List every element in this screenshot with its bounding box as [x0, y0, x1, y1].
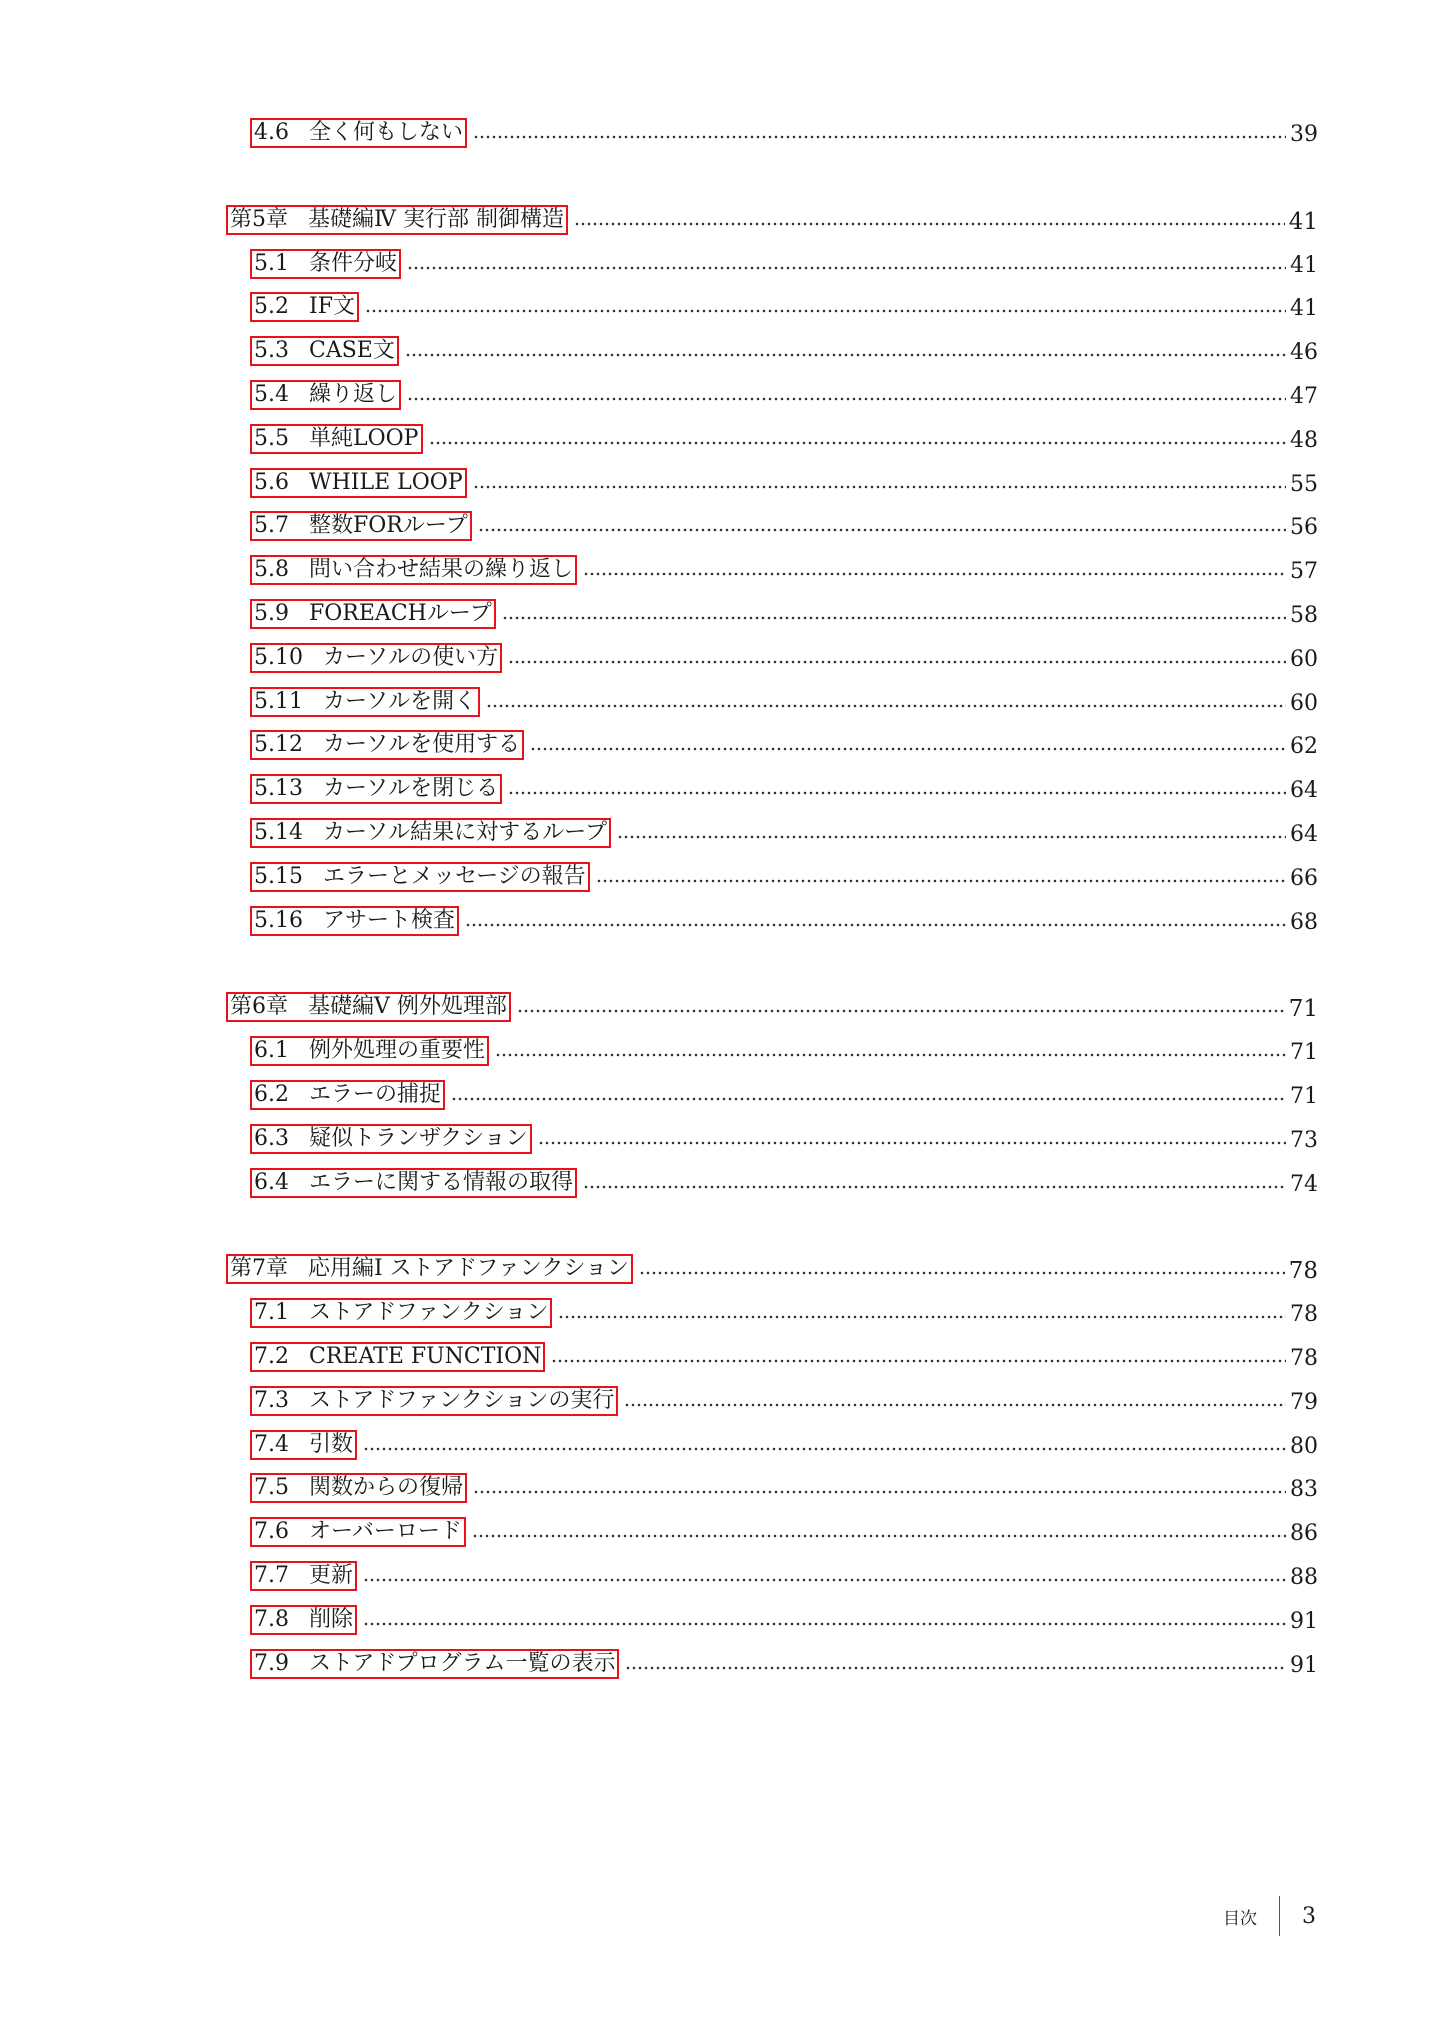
- dot-leader: [502, 615, 1286, 621]
- dot-leader: [508, 790, 1286, 796]
- toc-page-number: 79: [1290, 1389, 1318, 1415]
- toc-entry-title: CASE文: [309, 338, 395, 364]
- toc-page-number: 71: [1290, 1040, 1318, 1066]
- toc-entry-link[interactable]: [250, 380, 401, 410]
- dot-leader: [538, 1140, 1286, 1146]
- toc-entry-link[interactable]: [250, 643, 502, 673]
- toc-entry-number: 6.3: [254, 1125, 289, 1151]
- toc-entry-title: 単純LOOP: [309, 425, 419, 451]
- toc-entry-link[interactable]: [250, 774, 502, 804]
- toc-section-entry[interactable]: [226, 1555, 1318, 1591]
- toc-section-entry[interactable]: [226, 900, 1318, 936]
- dot-leader: [486, 703, 1286, 709]
- toc-entry-link[interactable]: [250, 336, 399, 366]
- toc-page-number: 86: [1290, 1521, 1318, 1547]
- dot-leader: [625, 1665, 1286, 1671]
- toc-page-number: 68: [1290, 909, 1318, 935]
- toc-entry-link[interactable]: [250, 1561, 357, 1591]
- toc-entry-title: オーバーロード: [309, 1519, 462, 1545]
- toc-entry-title: 関数からの復帰: [309, 1475, 464, 1501]
- toc-entry-number: 5.10: [254, 644, 303, 670]
- toc-entry-title: CREATE FUNCTION: [309, 1343, 542, 1369]
- toc-section-entry[interactable]: [226, 637, 1318, 673]
- toc-section-entry[interactable]: [226, 1118, 1318, 1154]
- toc-section-entry[interactable]: [226, 1162, 1318, 1198]
- dot-leader: [624, 1402, 1286, 1408]
- toc-section-entry[interactable]: [226, 1336, 1318, 1372]
- dot-leader: [596, 878, 1286, 884]
- dot-leader: [530, 746, 1286, 752]
- toc-page-number: 80: [1290, 1433, 1318, 1459]
- toc-page-number: 41: [1290, 296, 1318, 322]
- toc-entry-number: 5.15: [254, 863, 303, 889]
- dot-leader: [495, 1052, 1286, 1058]
- dot-leader: [551, 1358, 1286, 1364]
- toc-section-entry[interactable]: [226, 681, 1318, 717]
- toc-page-number: 47: [1290, 383, 1318, 409]
- toc-page-number: 60: [1290, 646, 1318, 672]
- toc-section-entry[interactable]: [226, 330, 1318, 366]
- toc-entry-number: 第6章: [230, 994, 288, 1020]
- toc-entry-number: 7.9: [254, 1650, 289, 1676]
- toc-page-number: 60: [1290, 690, 1318, 716]
- toc-page-number: 39: [1290, 122, 1318, 147]
- dot-leader: [407, 265, 1286, 271]
- dot-leader: [472, 1533, 1286, 1539]
- toc-section-entry[interactable]: [226, 768, 1318, 804]
- toc-entry-title: 更新: [309, 1562, 354, 1588]
- toc-entry-title: ストアドファンクション: [309, 1300, 549, 1326]
- dot-leader: [473, 1489, 1286, 1495]
- toc-entry-link[interactable]: [250, 818, 611, 848]
- toc-entry-link[interactable]: [226, 1254, 633, 1284]
- toc-entry-title: エラーに関する情報の取得: [309, 1169, 574, 1195]
- toc-entry-link[interactable]: [250, 424, 423, 454]
- toc-entry-number: 7.6: [254, 1519, 289, 1545]
- dot-leader: [478, 527, 1286, 533]
- dot-leader: [583, 1184, 1286, 1190]
- dot-leader: [363, 1621, 1286, 1627]
- page-footer: [1223, 1896, 1316, 1936]
- toc-chapter-entry[interactable]: [226, 1248, 1318, 1284]
- toc-section-entry[interactable]: [226, 812, 1318, 848]
- toc-entry-link[interactable]: [250, 1473, 467, 1503]
- toc-entry-link[interactable]: [250, 1080, 445, 1110]
- toc-chapter-entry[interactable]: [226, 986, 1318, 1022]
- toc-entry-link[interactable]: [250, 1605, 357, 1635]
- toc-entry-link[interactable]: [250, 1517, 466, 1547]
- toc-page-number: 57: [1290, 559, 1318, 585]
- dot-leader: [363, 1577, 1286, 1583]
- dot-leader: [405, 352, 1286, 358]
- toc-entry-number: 7.3: [254, 1387, 289, 1413]
- toc-entry-title: 繰り返し: [309, 381, 398, 407]
- toc-entry-link[interactable]: [250, 511, 472, 541]
- toc-page-number: 48: [1290, 427, 1318, 453]
- toc-entry-title: カーソルを開く: [322, 688, 477, 714]
- toc-entry-link[interactable]: [250, 1124, 532, 1154]
- dot-leader: [558, 1314, 1286, 1320]
- toc-entry-number: 5.1: [254, 250, 289, 276]
- toc-entry-number: 5.6: [254, 469, 289, 495]
- toc-entry-number: 5.9: [254, 600, 289, 626]
- toc-page-number: 88: [1290, 1564, 1318, 1590]
- toc-entry-link[interactable]: [250, 1168, 577, 1198]
- toc-entry-number: 7.7: [254, 1562, 289, 1588]
- toc-entry-title: FOREACHループ: [309, 600, 492, 626]
- toc-entry-title: アサート検査: [322, 907, 455, 933]
- toc-section-entry[interactable]: [226, 286, 1318, 322]
- toc-entry-title: 基礎編Ⅳ 実行部 制御構造: [308, 206, 564, 232]
- dot-leader: [451, 1096, 1286, 1102]
- section-gap: [226, 156, 1318, 199]
- toc-entry-number: 7.1: [254, 1300, 289, 1326]
- toc-section-entry[interactable]: [226, 505, 1318, 541]
- toc-section-entry[interactable]: [226, 1074, 1318, 1110]
- toc-entry-link[interactable]: [250, 292, 359, 322]
- toc-page-number: 46: [1290, 340, 1318, 366]
- toc-page-number: 71: [1290, 1083, 1318, 1109]
- toc-section-entry[interactable]: [226, 1643, 1318, 1679]
- toc-entry-title: カーソルを使用する: [322, 732, 521, 758]
- dot-leader: [583, 571, 1286, 577]
- toc-entry-title: 引数: [309, 1431, 354, 1457]
- toc-section-entry[interactable]: [226, 243, 1318, 279]
- section-gap: [226, 1205, 1318, 1248]
- toc-entry-number: 5.3: [254, 338, 289, 364]
- toc-section-entry[interactable]: [226, 1030, 1318, 1066]
- toc-section-entry[interactable]: [226, 1292, 1318, 1328]
- toc-entry-number: 5.4: [254, 381, 289, 407]
- toc-entry-title: WHILE LOOP: [309, 469, 463, 495]
- toc-entry-title: 応用編Ⅰ ストアドファンクション: [308, 1256, 630, 1282]
- toc-section-entry[interactable]: [226, 856, 1318, 892]
- toc-entry-number: 第7章: [230, 1256, 288, 1282]
- dot-leader: [639, 1270, 1285, 1276]
- toc-page-number: 74: [1290, 1171, 1318, 1197]
- dot-leader: [429, 440, 1287, 446]
- toc-section-entry[interactable]: [226, 549, 1318, 585]
- toc-section-entry[interactable]: [226, 593, 1318, 629]
- toc-entry-link[interactable]: [250, 555, 577, 585]
- toc-entry-number: 5.16: [254, 907, 303, 933]
- toc-section-entry[interactable]: [226, 1424, 1318, 1460]
- toc-page-number: 83: [1290, 1477, 1318, 1503]
- toc-page-number: 64: [1290, 778, 1318, 804]
- toc-entry-title: 整数FORループ: [309, 513, 468, 539]
- toc-page-number: 41: [1290, 252, 1318, 278]
- dot-leader: [407, 396, 1286, 402]
- toc-entry-number: 5.14: [254, 819, 303, 845]
- dot-leader: [365, 308, 1286, 314]
- footer-title: 目次: [1223, 1908, 1257, 1929]
- toc-entry-title: ストアドプログラム一覧の表示: [309, 1650, 616, 1676]
- dot-leader: [574, 221, 1285, 227]
- toc-section-entry[interactable]: [226, 462, 1318, 498]
- toc-entry-title: エラーとメッセージの報告: [322, 863, 586, 889]
- toc-section-entry[interactable]: [226, 418, 1318, 454]
- dot-leader: [508, 659, 1286, 665]
- toc-entry-title: 疑似トランザクション: [309, 1125, 528, 1151]
- toc-page-number: 55: [1290, 471, 1318, 497]
- toc-entry-title: カーソル結果に対するループ: [322, 819, 608, 845]
- toc-page-number: 64: [1290, 821, 1318, 847]
- toc-entry-number: 5.7: [254, 513, 289, 539]
- toc-section-entry[interactable]: [226, 1380, 1318, 1416]
- table-of-contents: [226, 112, 1318, 1686]
- toc-entry-link[interactable]: [226, 992, 511, 1022]
- toc-page-number: 62: [1290, 734, 1318, 760]
- toc-entry-number: 6.1: [254, 1038, 289, 1064]
- dot-leader: [363, 1446, 1286, 1452]
- toc-entry-link[interactable]: [250, 1298, 552, 1328]
- toc-entry-number: 7.5: [254, 1475, 289, 1501]
- toc-entry-number: 6.4: [254, 1169, 289, 1195]
- toc-section-entry[interactable]: [226, 374, 1318, 410]
- toc-page-number: 41: [1288, 208, 1318, 235]
- toc-entry-number: 7.2: [254, 1343, 289, 1369]
- toc-entry-link[interactable]: [250, 468, 467, 498]
- toc-entry-link[interactable]: [250, 1649, 619, 1679]
- toc-page-number: 58: [1290, 602, 1318, 628]
- section-gap: [226, 943, 1318, 986]
- toc-section-entry[interactable]: [226, 1467, 1318, 1503]
- toc-entry-number: 5.5: [254, 425, 289, 451]
- toc-chapter-entry[interactable]: [226, 199, 1318, 235]
- toc-entry-title: エラーの捕捉: [309, 1081, 442, 1107]
- toc-entry-link[interactable]: [250, 249, 401, 279]
- toc-page-number: 66: [1290, 865, 1318, 891]
- toc-entry-link[interactable]: [250, 1430, 357, 1460]
- toc-page-number: 91: [1290, 1652, 1318, 1678]
- toc-entry-title: カーソルを閉じる: [322, 776, 499, 802]
- toc-entry-link[interactable]: [250, 906, 459, 936]
- toc-entry-number: 7.8: [254, 1606, 289, 1632]
- toc-entry-title: 条件分岐: [309, 250, 398, 276]
- toc-entry-title: カーソルの使い方: [322, 644, 499, 670]
- toc-entry-link[interactable]: [226, 205, 568, 235]
- toc-entry-title: 例外処理の重要性: [309, 1038, 486, 1064]
- toc-entry-title: 削除: [309, 1606, 354, 1632]
- toc-entry-number: 5.2: [254, 294, 289, 320]
- toc-section-entry[interactable]: [226, 1599, 1318, 1635]
- toc-entry-title: 問い合わせ結果の繰り返し: [309, 557, 574, 583]
- dot-leader: [517, 1008, 1285, 1014]
- dot-leader: [473, 134, 1286, 140]
- toc-entry-number: 第5章: [230, 206, 288, 232]
- toc-entry-link[interactable]: [250, 730, 524, 760]
- toc-section-entry[interactable]: [226, 724, 1318, 760]
- footer-divider: [1279, 1896, 1280, 1936]
- toc-page-number: 78: [1290, 1345, 1318, 1371]
- toc-page-number: 78: [1288, 1258, 1318, 1285]
- toc-entry-title: ストアドファンクションの実行: [309, 1387, 615, 1413]
- toc-entry-number: 5.12: [254, 732, 303, 758]
- toc-entry-title: 全く何もしない: [309, 120, 464, 145]
- toc-entry-link[interactable]: [250, 1386, 618, 1416]
- toc-entry-link[interactable]: [250, 118, 467, 148]
- toc-entry-link[interactable]: [250, 1342, 545, 1372]
- toc-page-number: 56: [1290, 515, 1318, 541]
- toc-entry-number: 5.13: [254, 776, 303, 802]
- toc-entry-link[interactable]: [250, 862, 590, 892]
- dot-leader: [617, 834, 1286, 840]
- toc-entry-number: 5.8: [254, 557, 289, 583]
- toc-page-number: 71: [1288, 996, 1318, 1023]
- page-number: 3: [1302, 1903, 1316, 1929]
- toc-entry-title: 基礎編Ⅴ 例外処理部: [308, 994, 507, 1020]
- dot-leader: [465, 922, 1286, 928]
- toc-entry-number: 4.6: [254, 120, 289, 145]
- toc-page-number: 91: [1290, 1608, 1318, 1634]
- toc-section-entry[interactable]: [226, 1511, 1318, 1547]
- toc-entry-link[interactable]: [250, 1036, 489, 1066]
- toc-entry-link[interactable]: [250, 599, 496, 629]
- toc-section-entry[interactable]: [226, 112, 1318, 148]
- toc-page-number: 73: [1290, 1127, 1318, 1153]
- toc-entry-link[interactable]: [250, 687, 480, 717]
- toc-entry-number: 7.4: [254, 1431, 289, 1457]
- toc-entry-title: IF文: [309, 294, 355, 320]
- toc-page-number: 78: [1290, 1302, 1318, 1328]
- toc-entry-number: 5.11: [254, 688, 303, 714]
- dot-leader: [473, 484, 1286, 490]
- toc-entry-number: 6.2: [254, 1081, 289, 1107]
